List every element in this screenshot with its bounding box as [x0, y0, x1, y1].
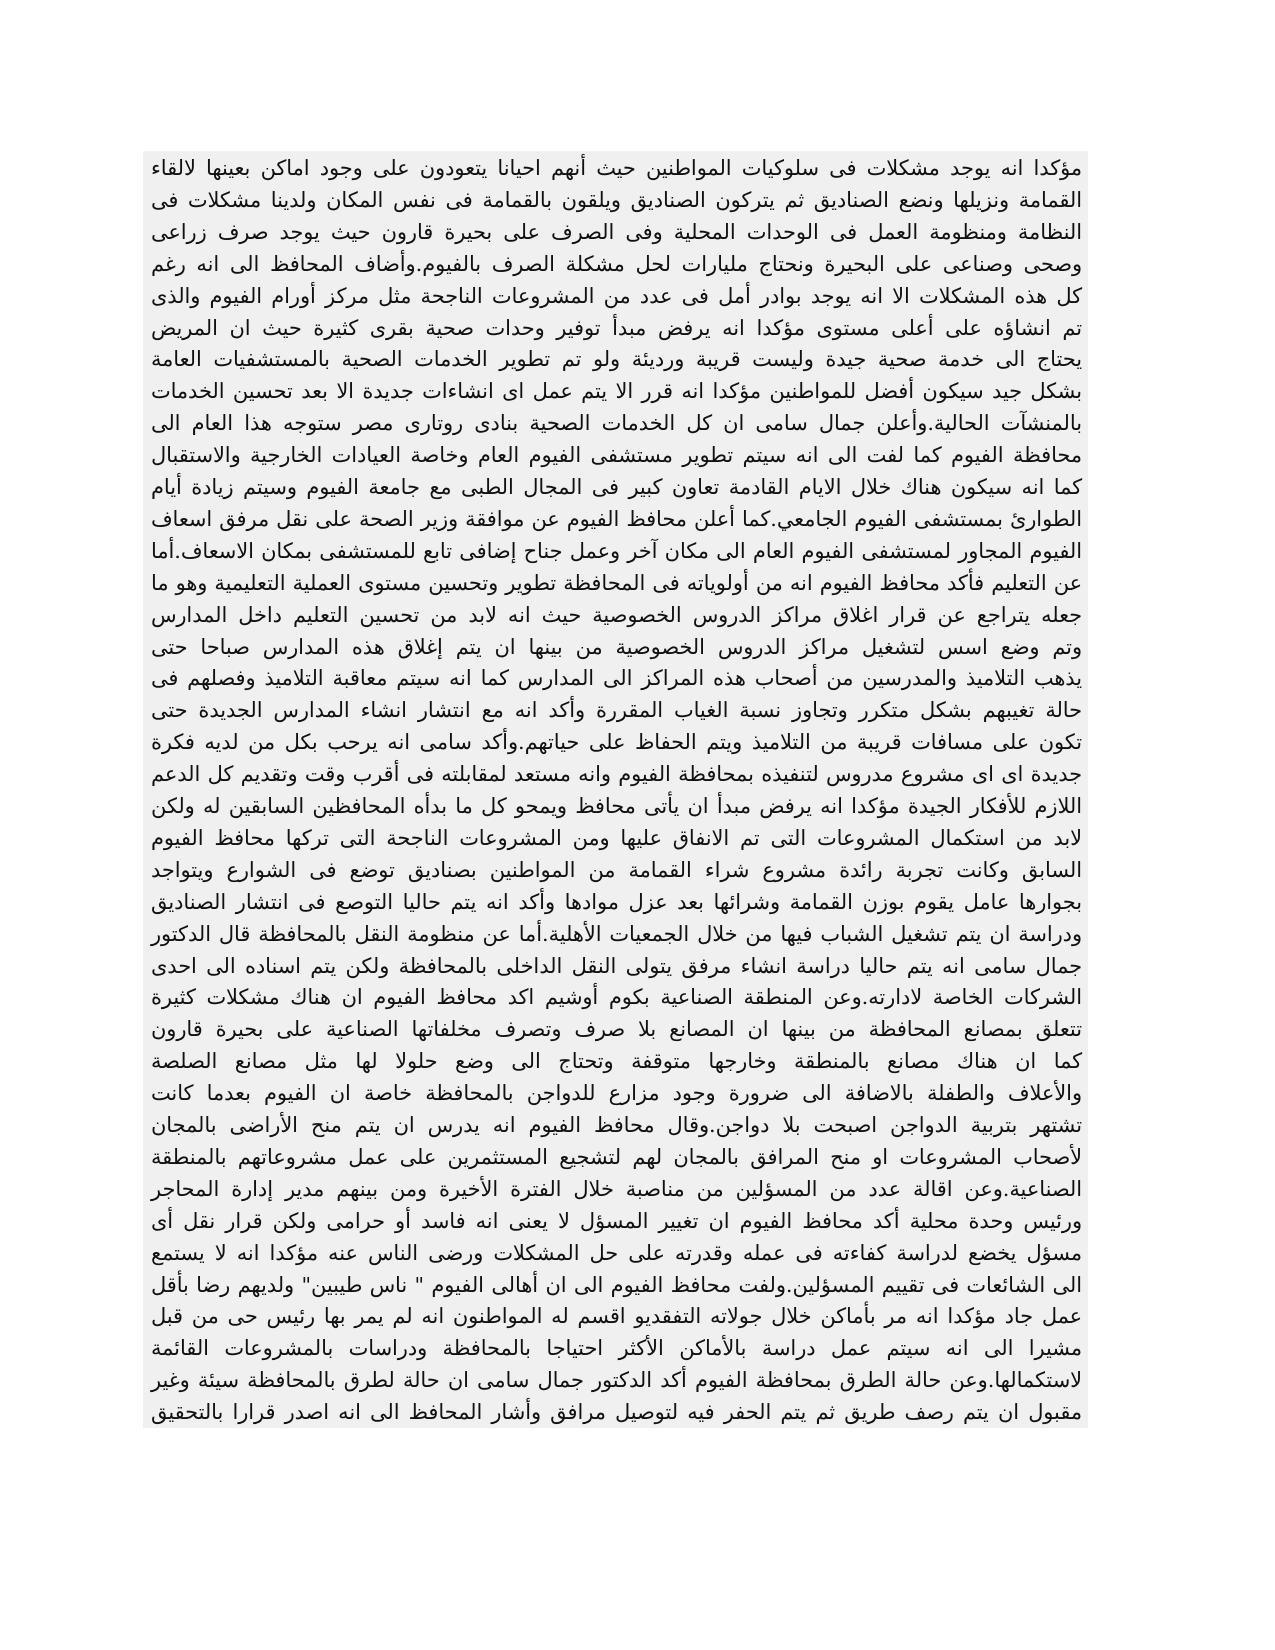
paragraph-line: وتم وضع اسس لتشغيل مراكز الدروس الخصوصية من بينها ان يتم إغلاق هذه المدارس صباحا حتى [151, 634, 1082, 659]
paragraph-line: ودراسة ان يتم تشغيل الشباب فيها من خلال الجمعيات الأهلية.أما عن منظومة النقل بالمحافظة قال الدكتور [151, 921, 1082, 946]
paragraph-line: تشتهر بتربية الدواجن اصبحت بلا دواجن.وقال محافظ الفيوم انه يدرس ان يتم منح الأراضى بالمجان [151, 1113, 1082, 1137]
paragraph-line: مقبول ان يتم رصف طريق ثم يتم الحفر فيه لتوصيل مرافق وأشار المحافظ الى انه اصدر قرارا بالتحقيق [151, 1400, 1082, 1425]
paragraph-line: القمامة ونزيلها ونضع الصناديق ثم يتركون الصناديق ويلقون بالقمامة فى نفس المكان ولدينا مشكلات فى [151, 187, 1082, 212]
paragraph-line: الى الشائعات فى تقييم المسؤلين.ولفت محافظ الفيوم الى ان أهالى الفيوم " ناس طيبين" ولديهم رضا بأقل [151, 1272, 1082, 1297]
paragraph-line: يذهب التلاميذ والمدرسين من أصحاب هذه المراكز الى المدارس كما انه سيتم معاقبة التلاميذ وفصلهم فى [151, 666, 1082, 691]
paragraph-line: السابق وكانت تجربة رائدة مشروع شراء القمامة من المواطنين بصناديق توضع فى الشوارع ويتواجد [151, 857, 1082, 882]
paragraph-line: تكون على مسافات قريبة من التلاميذ ويتم الحفاظ على حياتهم.وأكد سامى انه يرحب بكل من لديه فكرة [151, 730, 1082, 755]
paragraph-line: لابد من استكمال المشروعات التى تم الانفاق عليها ومن المشروعات الناجحة التى تركها محافظ الفيوم [151, 825, 1082, 850]
paragraph-line: الطوارئ بمستشفى الفيوم الجامعي.كما أعلن محافظ الفيوم عن موافقة وزير الصحة على نقل مرفق اسعاف [151, 506, 1082, 531]
paragraph-line: الصناعية.وعن اقالة عدد من المسؤلين من مناصبة خلال الفترة الأخيرة ومن بينهم مدير إدارة المحاجر [151, 1176, 1082, 1201]
paragraph-line: كما انه سيكون هناك خلال الايام القادمة تعاون كبير فى المجال الطبى مع جامعة الفيوم وسيتم زيادة أيام [151, 475, 1082, 499]
paragraph-line: لاستكمالها.وعن حالة الطرق بمحافظة الفيوم أكد الدكتور جمال سامى ان حالة لطرق بالمحافظة سيئة وغير [151, 1368, 1082, 1393]
article-body [143, 151, 1088, 1428]
paragraph-line: حالة تغيبهم بشكل متكرر وتجاوز نسبة الغياب المقررة وأكد انه مع انتشار انشاء المدارس الجديدة حتى [151, 698, 1082, 723]
paragraph-line: لأصحاب المشروعات او منح المرافق بالمجان لهم لتشجيع المستثمرين على عمل مشروعاتهم بالمنطقة [151, 1144, 1082, 1169]
paragraph-line: كما ان هناك مصانع بالمنطقة وخارجها متوقفة وتحتاج الى وضع حلولا لها مثل مصانع الصلصة [151, 1049, 1082, 1074]
paragraph-line: جمال سامى انه يتم حاليا دراسة انشاء مرفق يتولى النقل الداخلى بالمحافظة ولكن يتم اسناده الى احدى [151, 953, 1082, 978]
paragraph-line: والأعلاف والطفلة بالاضافة الى ضرورة وجود مزارع للدواجن بالمحافظة خاصة ان الفيوم بعدما كانت [151, 1081, 1082, 1106]
paragraph-line: يحتاج الى خدمة صحية جيدة وليست قريبة ورديئة ولو تم تطوير الخدمات الصحية بالمستشفيات العامة [151, 347, 1082, 372]
paragraph-line: بجوارها عامل يقوم بوزن القمامة وشرائها بعد عزل موادها وأكد انه يتم حاليا التوصع فى انتشار الصناديق [151, 889, 1082, 914]
paragraph-line: محافظة الفيوم كما لفت الى انه سيتم تطوير مستشفى الفيوم العام وخاصة العيادات الخارجية والاستقبال [151, 443, 1082, 468]
paragraph-line: مؤكدا انه يوجد مشكلات فى سلوكيات المواطنين حيث أنهم احيانا يتعودون على وجود اماكن بعينها لالقاء [151, 156, 1082, 180]
paragraph-line: اللازم للأفكار الجيدة مؤكدا انه يرفض مبدأ ان يأتى محافظ ويمحو كل ما بدأه المحافظين السابقين له ولكن [151, 794, 1082, 818]
paragraph-line: مشيرا الى انه سيتم عمل دراسة بالأماكن الأكثر احتياجا بالمحافظة ودراسات بالمشروعات القائمة [151, 1336, 1082, 1361]
paragraph-line: عن التعليم فأكد محافظ الفيوم انه من أولوياته فى المحافظة تطوير وتحسين مستوى العملية التعليمية وهو ما [151, 570, 1082, 595]
paragraph-line: بالمنشآت الحالية.وأعلن جمال سامى ان كل الخدمات الصحية بنادى روتارى مصر ستوجه هذا العام الى [151, 411, 1082, 436]
paragraph-line: بشكل جيد سيكون أفضل للمواطنين مؤكدا انه قرر الا يتم عمل اى انشاءات جديدة الا بعد تحسين الخدمات [151, 379, 1082, 404]
paragraph-line: عمل جاد مؤكدا انه مر بأماكن خلال جولاته التفقديو اقسم له المواطنون انه لم يمر بها رئيس حى من قبل [151, 1304, 1082, 1329]
paragraph-line: تم انشاؤه على أعلى مستوى مؤكدا انه يرفض مبدأ توفير وحدات صحية بقرى كثيرة حيث ان المريض [151, 315, 1082, 340]
paragraph-line: الفيوم المجاور لمستشفى الفيوم العام الى مكان آخر وعمل جناح إضافى تابع للمستشفى بمكان الاسعاف.أما [151, 538, 1082, 563]
paragraph-line: الشركات الخاصة لادارته.وعن المنطقة الصناعية بكوم أوشيم اكد محافظ الفيوم ان هناك مشكلات كثيرة [151, 985, 1082, 1010]
paragraph-line: تتعلق بمصانع المحافظة من بينها ان المصانع بلا صرف وتصرف مخلفاتها الصناعية على بحيرة قارون [151, 1017, 1082, 1042]
paragraph-line: مسؤل يخضع لدراسة كفاءته فى عمله وقدرته على حل المشكلات ورضى الناس عنه مؤكدا انه لا يستمع [151, 1240, 1082, 1265]
paragraph-line: جعله يتراجع عن قرار اغلاق مراكز الدروس الخصوصية حيث انه لابد من تحسين التعليم داخل المدارس [151, 602, 1082, 627]
paragraph-line: جديدة اى اى مشروع مدروس لتنفيذه بمحافظة الفيوم وانه مستعد لمقابلته فى أقرب وقت وتقديم كل الدعم [151, 762, 1082, 787]
paragraph-line: ورئيس وحدة محلية أكد محافظ الفيوم ان تغيير المسؤل لا يعنى انه فاسد أو حرامى ولكن قرار نقل أى [151, 1208, 1082, 1233]
paragraph-line: وصحى وصناعى على البحيرة ونحتاج مليارات لحل مشكلة الصرف بالفيوم.وأضاف المحافظ الى انه رغم [151, 251, 1082, 276]
paragraph-line: كل هذه المشكلات الا انه يوجد بوادر أمل فى عدد من المشروعات الناجحة مثل مركز أورام الفيوم والذى [151, 283, 1082, 308]
paragraph-line: النظامة ومنظومة العمل فى الوحدات المحلية وفى الصرف على بحيرة قارون حيث يوجد صرف زراعى [151, 219, 1082, 244]
